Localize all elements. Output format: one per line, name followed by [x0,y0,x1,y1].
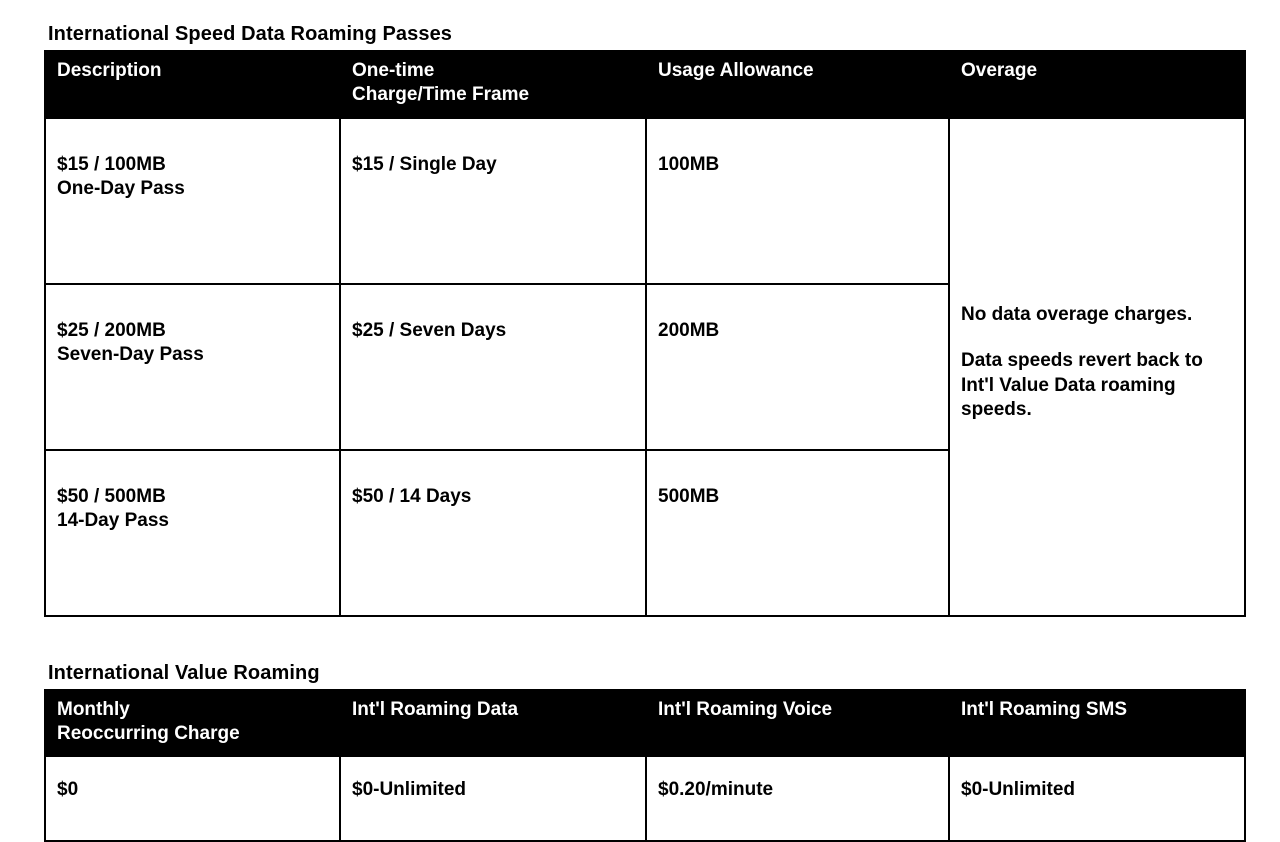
table-1-header-overage: Overage [949,51,1245,118]
section-speed-data-roaming-passes [44,22,1244,617]
table-1-row-3-description-line-2: 14-Day Pass [57,509,169,531]
table-1-row-2-description-line-2: Seven-Day Pass [57,343,204,365]
table-1-row-1-description-line-1: $15 / 100MB [57,153,166,175]
table-2-header-monthly-charge [45,690,340,757]
table-1-row-2-description [45,284,340,450]
table-1-header-charge-line-1: One-time [352,60,435,81]
table-1-row-1-usage: 100MB [646,118,949,284]
table-1-header-description: Description [45,51,340,118]
table-1-title: International Speed Data Roaming Passes [48,23,453,45]
table-speed-data-roaming-passes [44,50,1246,617]
table-1-row-1-charge: $15 / Single Day [340,118,646,284]
table-row [45,118,1245,284]
table-1-row-2-usage: 200MB [646,284,949,450]
table-2-header-roaming-data: Int'l Roaming Data [340,690,646,757]
table-international-value-roaming [44,689,1246,842]
table-2-row-1-voice: $0.20/minute [646,756,949,841]
table-1-header-row [45,51,1245,118]
table-1-header-charge-time-frame [340,51,646,118]
table-1-row-3-description-line-1: $50 / 500MB [57,485,166,507]
table-1-row-2-charge: $25 / Seven Days [340,284,646,450]
table-2-row-1-monthly-charge: $0 [45,756,340,841]
table-1-header-usage-allowance: Usage Allowance [646,51,949,118]
table-2-header-roaming-sms: Int'l Roaming SMS [949,690,1245,757]
table-1-row-1-description-line-2: One-Day Pass [57,177,185,199]
overage-paragraph-1: No data overage charges. [961,304,1193,325]
table-1-row-2-description-line-1: $25 / 200MB [57,319,166,341]
table-1-row-3-usage: 500MB [646,450,949,616]
table-1-row-3-charge: $50 / 14 Days [340,450,646,616]
table-1-header-charge-line-2: Charge/Time Frame [352,84,530,106]
table-2-row-1-sms: $0-Unlimited [949,756,1245,841]
table-2-row-1-data: $0-Unlimited [340,756,646,841]
table-2-title: International Value Roaming [48,661,320,684]
table-2-header-row [45,690,1245,757]
table-2-header-monthly-line-1: Monthly [57,698,130,720]
table-1-row-3-description [45,450,340,616]
table-1-overage-cell [949,118,1245,616]
table-2-header-monthly-line-2: Reoccurring Charge [57,722,240,744]
table-row [45,756,1245,841]
section-international-value-roaming [44,661,1244,842]
overage-paragraph-2: Data speeds revert back to Int'l Value Data roaming speeds. [961,350,1203,420]
table-2-header-roaming-voice: Int'l Roaming Voice [646,690,949,757]
table-1-row-1-description [45,118,340,284]
